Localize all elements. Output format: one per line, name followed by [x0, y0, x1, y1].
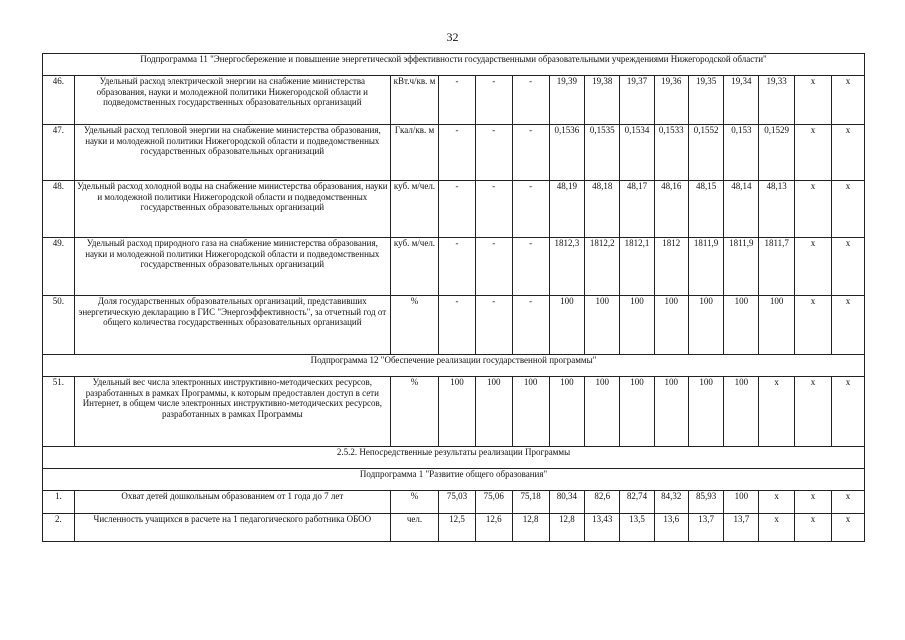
value-cell: 100: [654, 377, 688, 447]
subprogram-title: Подпрограмма 1 "Развитие общего образования": [43, 469, 865, 491]
value-cell: 100: [549, 296, 585, 355]
value-cell: 12,5: [439, 514, 476, 542]
value-cell: x: [831, 76, 864, 125]
table-row: [43, 296, 865, 355]
unit-cell: Гкал/кв. м: [390, 125, 438, 181]
indicators-table: [42, 53, 865, 542]
value-cell: 12,8: [512, 514, 549, 542]
value-cell: -: [439, 181, 476, 238]
value-cell: 48,16: [654, 181, 688, 238]
value-cell: 13,7: [724, 514, 759, 542]
value-cell: 1812: [654, 238, 688, 296]
value-cell: x: [759, 514, 795, 542]
value-cell: 0,1536: [549, 125, 585, 181]
value-cell: 0,1535: [585, 125, 620, 181]
table-row: [43, 125, 865, 181]
value-cell: 12,6: [475, 514, 512, 542]
value-cell: -: [439, 125, 476, 181]
table-row: [43, 76, 865, 125]
value-cell: 100: [724, 296, 759, 355]
value-cell: 82,6: [585, 491, 620, 514]
value-cell: -: [475, 296, 512, 355]
value-cell: 100: [759, 296, 795, 355]
value-cell: 13,5: [620, 514, 655, 542]
subprogram-11-header: [43, 54, 865, 76]
value-cell: 100: [724, 377, 759, 447]
value-cell: 80,34: [549, 491, 585, 514]
value-cell: -: [512, 238, 549, 296]
value-cell: x: [795, 238, 832, 296]
value-cell: 0,1533: [654, 125, 688, 181]
row-number: 47.: [43, 125, 75, 181]
value-cell: x: [831, 181, 864, 238]
row-number: 50.: [43, 296, 75, 355]
value-cell: 85,93: [688, 491, 724, 514]
subprogram-title: Подпрограмма 11 "Энергосбережение и повышение энергетической эффективности государственными образовательными учреждениями Нижегородской области": [43, 54, 865, 76]
value-cell: 48,17: [620, 181, 655, 238]
value-cell: -: [439, 76, 476, 125]
value-cell: x: [795, 296, 832, 355]
value-cell: 1812,1: [620, 238, 655, 296]
value-cell: 1811,7: [759, 238, 795, 296]
table-row: [43, 238, 865, 296]
table-row: [43, 491, 865, 514]
value-cell: 100: [512, 377, 549, 447]
value-cell: 1812,2: [585, 238, 620, 296]
value-cell: 100: [475, 377, 512, 447]
value-cell: 48,15: [688, 181, 724, 238]
table-row: [43, 377, 865, 447]
value-cell: 19,35: [688, 76, 724, 125]
value-cell: 84,32: [654, 491, 688, 514]
row-number: 46.: [43, 76, 75, 125]
value-cell: 19,36: [654, 76, 688, 125]
unit-cell: %: [390, 377, 438, 447]
indicator-name: Охват детей дошкольным образованием от 1 года до 7 лет: [74, 491, 390, 514]
value-cell: x: [795, 181, 832, 238]
value-cell: -: [475, 125, 512, 181]
value-cell: 82,74: [620, 491, 655, 514]
value-cell: 19,33: [759, 76, 795, 125]
value-cell: -: [512, 181, 549, 238]
value-cell: 0,153: [724, 125, 759, 181]
value-cell: x: [831, 238, 864, 296]
value-cell: 100: [585, 296, 620, 355]
value-cell: 100: [549, 377, 585, 447]
value-cell: 48,19: [549, 181, 585, 238]
value-cell: 100: [620, 296, 655, 355]
unit-cell: куб. м/чел.: [390, 238, 438, 296]
value-cell: 19,39: [549, 76, 585, 125]
value-cell: 75,18: [512, 491, 549, 514]
value-cell: x: [795, 125, 832, 181]
value-cell: 19,37: [620, 76, 655, 125]
value-cell: 100: [688, 377, 724, 447]
value-cell: 100: [439, 377, 476, 447]
indicator-name: Удельный расход электрической энергии на снабжение министерства образования, науки и молодежной политики Нижегородской области и подведомственных государственных образовательных организаций: [74, 76, 390, 125]
value-cell: x: [831, 514, 864, 542]
value-cell: x: [795, 491, 832, 514]
value-cell: 0,1552: [688, 125, 724, 181]
value-cell: 13,43: [585, 514, 620, 542]
row-number: 51.: [43, 377, 75, 447]
value-cell: x: [795, 76, 832, 125]
value-cell: 12,8: [549, 514, 585, 542]
section-title: 2.5.2. Непосредственные результаты реализации Программы: [43, 447, 865, 469]
value-cell: 48,14: [724, 181, 759, 238]
value-cell: -: [475, 181, 512, 238]
unit-cell: куб. м/чел.: [390, 181, 438, 238]
subprogram-title: Подпрограмма 12 "Обеспечение реализации государственной программы": [43, 355, 865, 377]
value-cell: x: [831, 125, 864, 181]
value-cell: -: [512, 296, 549, 355]
page-number: 32: [446, 30, 459, 44]
row-number: 49.: [43, 238, 75, 296]
value-cell: 100: [724, 491, 759, 514]
subprogram-1-header: [43, 469, 865, 491]
indicator-name: Удельный вес числа электронных инструктивно-методических ресурсов, разработанных в рамках Программы, к которым предоставлен доступ в сети Интернет, в общем числе электронных инструктивно-методических ресурсов, разработанных в рамках Программы: [74, 377, 390, 447]
value-cell: x: [831, 296, 864, 355]
value-cell: 13,6: [654, 514, 688, 542]
unit-cell: %: [390, 491, 438, 514]
unit-cell: %: [390, 296, 438, 355]
value-cell: -: [475, 238, 512, 296]
value-cell: -: [439, 238, 476, 296]
value-cell: 48,13: [759, 181, 795, 238]
value-cell: 100: [688, 296, 724, 355]
value-cell: 13,7: [688, 514, 724, 542]
value-cell: 75,06: [475, 491, 512, 514]
indicator-name: Удельный расход тепловой энергии на снабжение министерства образования, науки и молодежной политики Нижегородской области и подведомственных государственных образовательных организаций: [74, 125, 390, 181]
value-cell: 48,18: [585, 181, 620, 238]
value-cell: 75,03: [439, 491, 476, 514]
indicator-name: Удельный расход природного газа на снабжение министерства образования, науки и молодежной политики Нижегородской области и подведомственных государственных образовательных организаций: [74, 238, 390, 296]
unit-cell: чел.: [390, 514, 438, 542]
value-cell: 100: [654, 296, 688, 355]
value-cell: 1812,3: [549, 238, 585, 296]
value-cell: 19,34: [724, 76, 759, 125]
value-cell: x: [795, 514, 832, 542]
value-cell: 100: [620, 377, 655, 447]
value-cell: -: [475, 76, 512, 125]
value-cell: 0,1529: [759, 125, 795, 181]
value-cell: 1811,9: [724, 238, 759, 296]
value-cell: 19,38: [585, 76, 620, 125]
unit-cell: кВт.ч/кв. м: [390, 76, 438, 125]
subprogram-12-header: [43, 355, 865, 377]
value-cell: -: [439, 296, 476, 355]
row-number: 48.: [43, 181, 75, 238]
indicator-name: Удельный расход холодной воды на снабжение министерства образования, науки и молодежной политики Нижегородской области и подведомственных государственных образовательных организаций: [74, 181, 390, 238]
value-cell: x: [795, 377, 832, 447]
value-cell: x: [831, 377, 864, 447]
value-cell: 100: [585, 377, 620, 447]
value-cell: -: [512, 76, 549, 125]
value-cell: x: [759, 491, 795, 514]
row-number: 2.: [43, 514, 75, 542]
section-header: [43, 447, 865, 469]
indicator-name: Численность учащихся в расчете на 1 педагогического работника ОБОО: [74, 514, 390, 542]
indicator-name: Доля государственных образовательных организаций, представивших энергетическую декларацию в ГИС "Энергоэффективность", за отчетный год от общего количества государственных образовательных организаций: [74, 296, 390, 355]
value-cell: x: [831, 491, 864, 514]
value-cell: -: [512, 125, 549, 181]
value-cell: 0,1534: [620, 125, 655, 181]
value-cell: x: [759, 377, 795, 447]
table-row: [43, 514, 865, 542]
row-number: 1.: [43, 491, 75, 514]
value-cell: 1811,9: [688, 238, 724, 296]
table-row: [43, 181, 865, 238]
